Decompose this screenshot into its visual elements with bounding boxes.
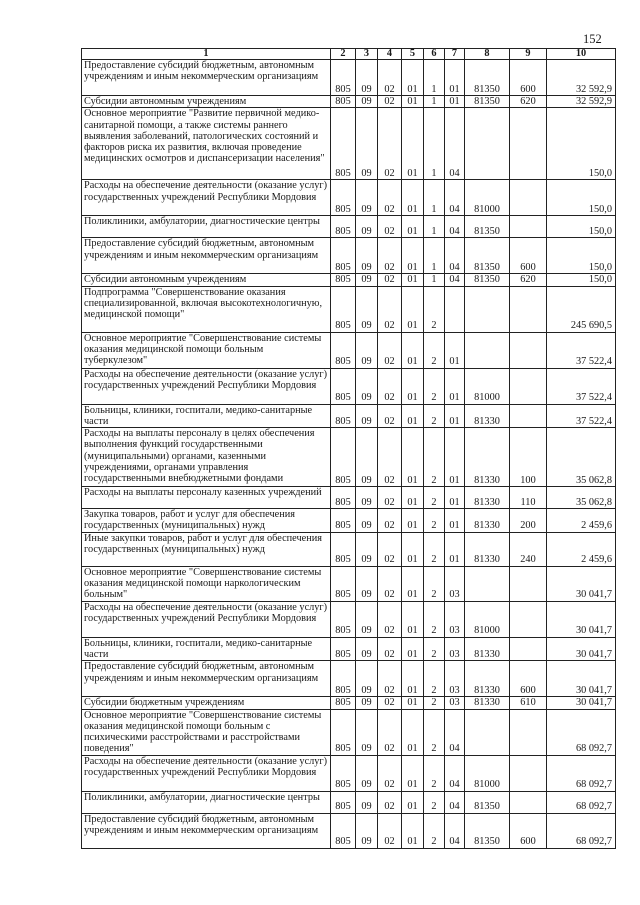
row-code-cell: 09 [356, 637, 378, 661]
row-code-cell: 805 [331, 368, 356, 404]
row-amount-cell: 2 459,6 [547, 509, 616, 533]
table-row [82, 755, 616, 791]
table-row [82, 216, 616, 238]
row-amount-cell: 68 092,7 [547, 813, 616, 848]
row-amount-cell: 30 041,7 [547, 661, 616, 697]
row-amount-cell: 2 459,6 [547, 532, 616, 566]
row-code-cell: 09 [356, 286, 378, 332]
row-code-cell [510, 566, 547, 601]
row-code-cell: 03 [445, 637, 465, 661]
row-code-cell: 01 [402, 60, 424, 96]
row-code-cell: 09 [356, 661, 378, 697]
table-row [82, 286, 616, 332]
table-row [82, 601, 616, 637]
row-code-cell: 01 [402, 755, 424, 791]
row-code-cell: 01 [445, 487, 465, 509]
header-cell: 3 [356, 49, 378, 60]
row-code-cell: 01 [402, 180, 424, 216]
row-name-cell: Субсидии автономным учреждениям [82, 274, 331, 286]
row-code-cell: 2 [424, 791, 445, 813]
row-code-cell: 01 [402, 813, 424, 848]
row-code-cell [510, 637, 547, 661]
row-code-cell: 2 [424, 661, 445, 697]
row-code-cell: 2 [424, 332, 445, 368]
row-code-cell: 01 [402, 404, 424, 428]
row-name-cell: Поликлиники, амбулатории, диагностические центры [82, 216, 331, 238]
row-code-cell: 2 [424, 601, 445, 637]
row-code-cell: 03 [445, 566, 465, 601]
row-code-cell: 1 [424, 216, 445, 238]
header-cell: 5 [402, 49, 424, 60]
row-amount-cell: 150,0 [547, 238, 616, 274]
row-code-cell: 600 [510, 60, 547, 96]
table-row [82, 813, 616, 848]
row-amount-cell: 68 092,7 [547, 791, 616, 813]
table-row [82, 404, 616, 428]
row-name-cell: Основное мероприятие "Развитие первичной медико-санитарной помощи, а также системы раннего выявления заболеваний, патологических состояний и факторов риска их развития, включая проведение медицинских осмотров и диспансеризации населения" [82, 108, 331, 180]
table-row [82, 238, 616, 274]
row-code-cell: 01 [402, 216, 424, 238]
row-name-cell: Основное мероприятие "Совершенствование системы оказания медицинской помощи больным туберкулезом" [82, 332, 331, 368]
row-code-cell: 04 [445, 274, 465, 286]
row-code-cell: 2 [424, 637, 445, 661]
row-code-cell: 02 [378, 180, 402, 216]
row-code-cell: 01 [402, 238, 424, 274]
row-name-cell: Расходы на обеспечение деятельности (оказание услуг) государственных учреждений Республики Мордовия [82, 180, 331, 216]
row-code-cell: 01 [402, 332, 424, 368]
row-code-cell [510, 332, 547, 368]
row-code-cell: 09 [356, 601, 378, 637]
row-code-cell: 09 [356, 697, 378, 709]
row-code-cell: 01 [445, 96, 465, 108]
row-code-cell: 03 [445, 697, 465, 709]
row-code-cell: 04 [445, 238, 465, 274]
row-amount-cell: 37 522,4 [547, 332, 616, 368]
table-row [82, 697, 616, 709]
row-code-cell: 09 [356, 487, 378, 509]
budget-table [81, 48, 616, 849]
row-code-cell: 1 [424, 180, 445, 216]
row-name-cell: Расходы на выплаты персоналу в целях обеспечения выполнения функций государственными (муниципальными) органами, казенными учреждениями, органами управления государственными внебюджетными фондами [82, 428, 331, 487]
row-amount-cell: 32 592,9 [547, 60, 616, 96]
row-code-cell: 02 [378, 601, 402, 637]
row-name-cell: Предоставление субсидий бюджетным, автономным учреждениям и иным некоммерческим организациям [82, 813, 331, 848]
row-code-cell: 01 [402, 286, 424, 332]
row-amount-cell: 37 522,4 [547, 368, 616, 404]
row-code-cell: 805 [331, 404, 356, 428]
row-code-cell: 09 [356, 509, 378, 533]
row-code-cell: 01 [402, 709, 424, 755]
table-row [82, 791, 616, 813]
header-cell: 10 [547, 49, 616, 60]
row-amount-cell: 150,0 [547, 274, 616, 286]
row-code-cell: 805 [331, 216, 356, 238]
row-code-cell: 09 [356, 791, 378, 813]
row-code-cell [465, 108, 510, 180]
table-row [82, 509, 616, 533]
row-code-cell: 01 [402, 487, 424, 509]
row-code-cell: 01 [402, 274, 424, 286]
row-code-cell: 81350 [465, 96, 510, 108]
row-code-cell: 2 [424, 709, 445, 755]
row-code-cell: 09 [356, 96, 378, 108]
row-code-cell: 02 [378, 697, 402, 709]
row-code-cell: 81330 [465, 532, 510, 566]
table-row [82, 487, 616, 509]
row-code-cell [510, 108, 547, 180]
row-code-cell [465, 332, 510, 368]
header-cell: 9 [510, 49, 547, 60]
row-code-cell: 2 [424, 368, 445, 404]
row-code-cell: 09 [356, 216, 378, 238]
row-code-cell: 81000 [465, 180, 510, 216]
row-code-cell [465, 709, 510, 755]
row-code-cell [510, 368, 547, 404]
row-code-cell: 01 [445, 404, 465, 428]
row-code-cell: 81350 [465, 274, 510, 286]
row-code-cell: 805 [331, 709, 356, 755]
row-code-cell: 01 [402, 368, 424, 404]
row-code-cell: 02 [378, 566, 402, 601]
row-code-cell: 805 [331, 108, 356, 180]
header-cell: 7 [445, 49, 465, 60]
row-code-cell: 01 [445, 332, 465, 368]
row-amount-cell: 35 062,8 [547, 428, 616, 487]
row-code-cell: 240 [510, 532, 547, 566]
row-code-cell: 81000 [465, 368, 510, 404]
row-name-cell: Основное мероприятие "Совершенствование системы оказания медицинской помощи наркологическим больным" [82, 566, 331, 601]
row-code-cell: 81330 [465, 404, 510, 428]
row-amount-cell: 37 522,4 [547, 404, 616, 428]
row-code-cell: 110 [510, 487, 547, 509]
row-code-cell [510, 404, 547, 428]
row-code-cell: 09 [356, 332, 378, 368]
row-code-cell: 805 [331, 791, 356, 813]
row-code-cell: 805 [331, 274, 356, 286]
row-code-cell: 2 [424, 428, 445, 487]
row-code-cell: 805 [331, 286, 356, 332]
row-amount-cell: 68 092,7 [547, 755, 616, 791]
row-code-cell [510, 180, 547, 216]
row-code-cell: 01 [445, 368, 465, 404]
header-cell: 8 [465, 49, 510, 60]
row-code-cell: 805 [331, 697, 356, 709]
row-code-cell: 02 [378, 96, 402, 108]
row-code-cell: 620 [510, 274, 547, 286]
row-code-cell: 2 [424, 566, 445, 601]
row-code-cell [510, 286, 547, 332]
row-code-cell: 1 [424, 238, 445, 274]
table-row [82, 532, 616, 566]
row-code-cell: 04 [445, 791, 465, 813]
row-code-cell: 600 [510, 813, 547, 848]
row-code-cell: 04 [445, 709, 465, 755]
row-code-cell: 81350 [465, 813, 510, 848]
row-name-cell: Субсидии бюджетным учреждениям [82, 697, 331, 709]
row-name-cell: Поликлиники, амбулатории, диагностические центры [82, 791, 331, 813]
row-name-cell: Иные закупки товаров, работ и услуг для обеспечения государственных (муниципальных) нужд [82, 532, 331, 566]
row-code-cell: 02 [378, 60, 402, 96]
row-code-cell [510, 709, 547, 755]
row-code-cell: 01 [402, 791, 424, 813]
row-name-cell: Субсидии автономным учреждениям [82, 96, 331, 108]
row-code-cell: 805 [331, 661, 356, 697]
table-row [82, 332, 616, 368]
row-name-cell: Больницы, клиники, госпитали, медико-санитарные части [82, 637, 331, 661]
row-code-cell: 09 [356, 108, 378, 180]
row-code-cell: 81330 [465, 697, 510, 709]
header-cell: 4 [378, 49, 402, 60]
row-code-cell: 04 [445, 755, 465, 791]
row-code-cell: 02 [378, 755, 402, 791]
row-code-cell: 2 [424, 286, 445, 332]
row-code-cell: 09 [356, 238, 378, 274]
row-code-cell: 02 [378, 404, 402, 428]
row-code-cell [510, 791, 547, 813]
row-code-cell: 805 [331, 532, 356, 566]
row-code-cell: 81350 [465, 791, 510, 813]
row-code-cell: 04 [445, 813, 465, 848]
row-code-cell: 600 [510, 661, 547, 697]
row-name-cell: Предоставление субсидий бюджетным, автономным учреждениям и иным некоммерческим организациям [82, 60, 331, 96]
row-code-cell: 02 [378, 709, 402, 755]
row-code-cell: 03 [445, 601, 465, 637]
row-code-cell: 805 [331, 637, 356, 661]
row-amount-cell: 35 062,8 [547, 487, 616, 509]
row-amount-cell: 30 041,7 [547, 637, 616, 661]
row-code-cell: 09 [356, 532, 378, 566]
row-code-cell: 02 [378, 368, 402, 404]
row-amount-cell: 32 592,9 [547, 96, 616, 108]
row-code-cell: 04 [445, 108, 465, 180]
row-code-cell: 1 [424, 108, 445, 180]
table-row [82, 274, 616, 286]
row-code-cell: 620 [510, 96, 547, 108]
row-code-cell: 2 [424, 404, 445, 428]
row-code-cell: 02 [378, 238, 402, 274]
row-code-cell: 81350 [465, 238, 510, 274]
row-code-cell: 01 [402, 566, 424, 601]
row-code-cell [510, 216, 547, 238]
table-row [82, 108, 616, 180]
row-name-cell: Предоставление субсидий бюджетным, автономным учреждениям и иным некоммерческим организациям [82, 238, 331, 274]
row-code-cell: 805 [331, 238, 356, 274]
row-code-cell: 805 [331, 180, 356, 216]
row-code-cell: 81350 [465, 60, 510, 96]
row-code-cell: 09 [356, 60, 378, 96]
row-code-cell: 02 [378, 108, 402, 180]
row-name-cell: Расходы на обеспечение деятельности (оказание услуг) государственных учреждений Республики Мордовия [82, 755, 331, 791]
row-name-cell: Предоставление субсидий бюджетным, автономным учреждениям и иным некоммерческим организациям [82, 661, 331, 697]
row-code-cell: 02 [378, 791, 402, 813]
row-code-cell: 610 [510, 697, 547, 709]
row-code-cell: 81330 [465, 487, 510, 509]
row-code-cell: 01 [445, 60, 465, 96]
row-code-cell: 02 [378, 286, 402, 332]
header-cell: 2 [331, 49, 356, 60]
row-amount-cell: 245 690,5 [547, 286, 616, 332]
row-amount-cell: 150,0 [547, 180, 616, 216]
row-code-cell: 02 [378, 216, 402, 238]
row-code-cell: 81330 [465, 428, 510, 487]
row-code-cell: 09 [356, 428, 378, 487]
row-code-cell: 01 [402, 601, 424, 637]
row-code-cell [445, 286, 465, 332]
row-code-cell: 2 [424, 509, 445, 533]
row-code-cell: 2 [424, 813, 445, 848]
row-code-cell: 805 [331, 509, 356, 533]
row-code-cell: 805 [331, 332, 356, 368]
header-cell: 1 [82, 49, 331, 60]
row-code-cell: 01 [445, 509, 465, 533]
row-name-cell: Расходы на обеспечение деятельности (оказание услуг) государственных учреждений Республики Мордовия [82, 368, 331, 404]
row-code-cell: 805 [331, 96, 356, 108]
row-code-cell: 805 [331, 813, 356, 848]
table-row [82, 428, 616, 487]
table-row [82, 368, 616, 404]
row-code-cell: 01 [402, 532, 424, 566]
row-code-cell: 805 [331, 428, 356, 487]
table-row [82, 60, 616, 96]
row-code-cell: 04 [445, 180, 465, 216]
row-code-cell: 03 [445, 661, 465, 697]
row-amount-cell: 150,0 [547, 108, 616, 180]
row-code-cell: 01 [445, 532, 465, 566]
row-code-cell: 1 [424, 60, 445, 96]
row-code-cell [465, 566, 510, 601]
row-amount-cell: 30 041,7 [547, 566, 616, 601]
row-code-cell: 02 [378, 532, 402, 566]
row-code-cell: 02 [378, 661, 402, 697]
table-row [82, 637, 616, 661]
row-code-cell: 81350 [465, 216, 510, 238]
row-code-cell: 01 [402, 509, 424, 533]
row-name-cell: Подпрограмма "Совершенствование оказания специализированной, включая высокотехнологичную, медицинской помощи" [82, 286, 331, 332]
row-name-cell: Больницы, клиники, госпитали, медико-санитарные части [82, 404, 331, 428]
row-name-cell: Основное мероприятие "Совершенствование системы оказания медицинской помощи больным с психическими расстройствами и расстройствами поведения" [82, 709, 331, 755]
row-code-cell: 2 [424, 755, 445, 791]
row-code-cell: 02 [378, 332, 402, 368]
row-code-cell: 81330 [465, 509, 510, 533]
row-code-cell: 01 [445, 428, 465, 487]
row-amount-cell: 30 041,7 [547, 697, 616, 709]
row-code-cell: 600 [510, 238, 547, 274]
row-code-cell: 01 [402, 661, 424, 697]
row-code-cell [510, 601, 547, 637]
row-code-cell: 02 [378, 428, 402, 487]
row-code-cell: 01 [402, 637, 424, 661]
row-code-cell: 02 [378, 813, 402, 848]
row-code-cell: 200 [510, 509, 547, 533]
table-header-row [82, 49, 616, 60]
row-code-cell: 01 [402, 428, 424, 487]
row-name-cell: Расходы на обеспечение деятельности (оказание услуг) государственных учреждений Республики Мордовия [82, 601, 331, 637]
row-code-cell: 2 [424, 532, 445, 566]
row-code-cell: 1 [424, 96, 445, 108]
row-code-cell [465, 286, 510, 332]
row-code-cell: 805 [331, 487, 356, 509]
row-code-cell: 09 [356, 813, 378, 848]
row-code-cell: 02 [378, 274, 402, 286]
row-code-cell: 09 [356, 180, 378, 216]
row-code-cell: 09 [356, 404, 378, 428]
row-code-cell: 01 [402, 96, 424, 108]
table-row [82, 566, 616, 601]
row-code-cell: 04 [445, 216, 465, 238]
row-code-cell: 2 [424, 487, 445, 509]
row-code-cell: 09 [356, 709, 378, 755]
row-code-cell: 09 [356, 368, 378, 404]
row-code-cell: 81000 [465, 755, 510, 791]
table-row [82, 180, 616, 216]
row-amount-cell: 150,0 [547, 216, 616, 238]
table-row [82, 96, 616, 108]
row-code-cell: 2 [424, 697, 445, 709]
row-code-cell: 01 [402, 108, 424, 180]
row-code-cell: 09 [356, 274, 378, 286]
row-code-cell: 02 [378, 637, 402, 661]
header-cell: 6 [424, 49, 445, 60]
row-name-cell: Расходы на выплаты персоналу казенных учреждений [82, 487, 331, 509]
page-number: 152 [583, 32, 602, 46]
row-code-cell: 02 [378, 509, 402, 533]
row-amount-cell: 68 092,7 [547, 709, 616, 755]
row-code-cell: 09 [356, 755, 378, 791]
row-code-cell: 81000 [465, 601, 510, 637]
row-code-cell: 805 [331, 60, 356, 96]
row-code-cell: 805 [331, 601, 356, 637]
row-amount-cell: 30 041,7 [547, 601, 616, 637]
row-code-cell: 81330 [465, 661, 510, 697]
row-code-cell: 1 [424, 274, 445, 286]
row-code-cell: 100 [510, 428, 547, 487]
row-code-cell: 02 [378, 487, 402, 509]
row-code-cell: 01 [402, 697, 424, 709]
row-code-cell: 805 [331, 755, 356, 791]
row-code-cell: 805 [331, 566, 356, 601]
table-row [82, 709, 616, 755]
table-row [82, 661, 616, 697]
row-name-cell: Закупка товаров, работ и услуг для обеспечения государственных (муниципальных) нужд [82, 509, 331, 533]
row-code-cell: 81330 [465, 637, 510, 661]
row-code-cell [510, 755, 547, 791]
row-code-cell: 09 [356, 566, 378, 601]
